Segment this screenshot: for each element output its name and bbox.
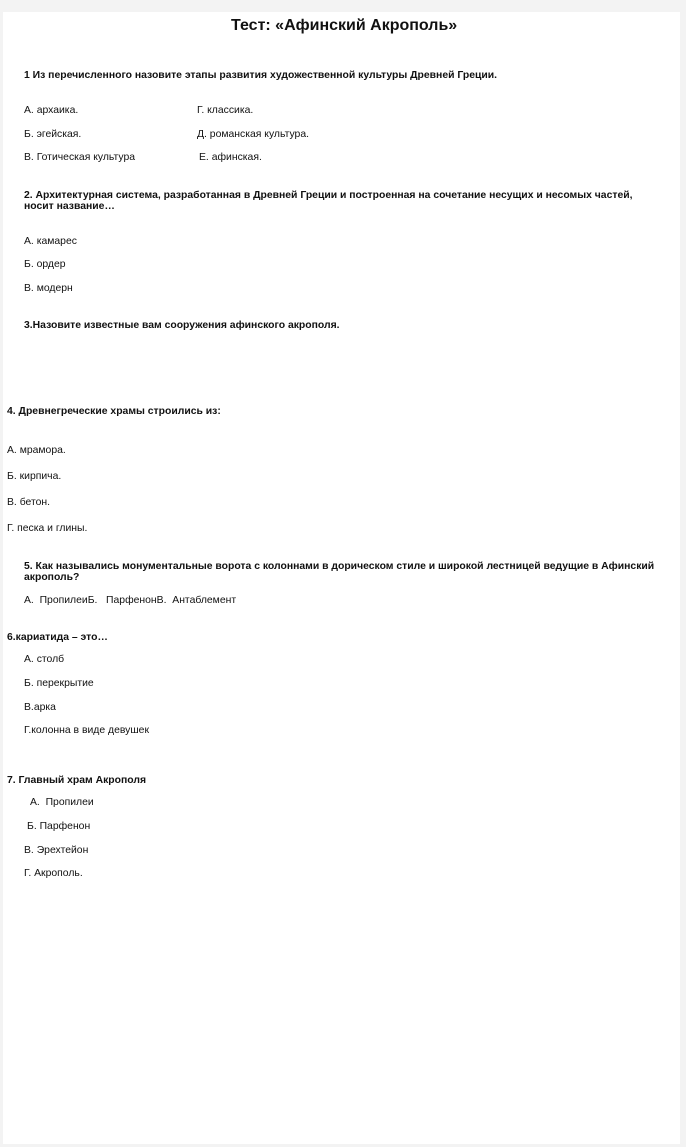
q1-option-a: А. архаика. — [24, 105, 79, 116]
q7-option-v: В. Эрехтейон — [24, 845, 89, 856]
q6-option-b: Б. перекрытие — [24, 678, 94, 689]
q7-option-b: Б. Парфенон — [27, 821, 91, 832]
q6-option-g: Г.колонна в виде девушек — [24, 725, 150, 736]
q6-option-a: А. столб — [24, 654, 65, 665]
q7-option-a: А. Пропилеи — [30, 797, 94, 808]
q1-option-g: Г. классика. — [197, 105, 254, 116]
q1-option-b: Б. эгейская. — [24, 129, 82, 140]
q4-option-b: Б. кирпича. — [7, 471, 62, 482]
q6-option-v: В.арка — [24, 702, 56, 713]
question-5: 5. Как назывались монументальные ворота с колоннами в дорическом стиле и широкой лестницей ведущие в Афинский акрополь? — [24, 561, 655, 583]
q2-option-v: В. модерн — [24, 283, 73, 294]
q1-option-v: В. Готическая культура — [24, 152, 136, 163]
q4-option-a: А. мрамора. — [7, 445, 66, 456]
q2-option-a: А. камарес — [24, 236, 77, 247]
question-3: 3.Назовите известные вам сооружения афинского акрополя. — [24, 320, 340, 331]
q2-option-b: Б. ордер — [24, 259, 66, 270]
q4-option-g: Г. песка и глины. — [7, 523, 88, 534]
question-2: 2. Архитектурная система, разработанная в Древней Греции и построенная на сочетание несущих и несомых частей, носит название… — [24, 190, 633, 212]
q1-option-d: Д. романская культура. — [197, 129, 309, 140]
page-title: Тест: «Афинский Акрополь» — [231, 17, 458, 34]
question-1: 1 Из перечисленного назовите этапы развития художественной культуры Древней Греции. — [24, 70, 498, 81]
question-6: 6.кариатида – это… — [7, 632, 108, 643]
question-4: 4. Древнегреческие храмы строились из: — [7, 406, 221, 417]
q7-option-g: Г. Акрополь. — [24, 868, 83, 879]
q5-options: А. ПропилеиБ. ПарфенонВ. Антаблемент — [24, 595, 237, 606]
question-7: 7. Главный храм Акрополя — [7, 775, 147, 786]
q4-option-v: В. бетон. — [7, 497, 51, 508]
q1-option-e: Е. афинская. — [199, 152, 262, 163]
